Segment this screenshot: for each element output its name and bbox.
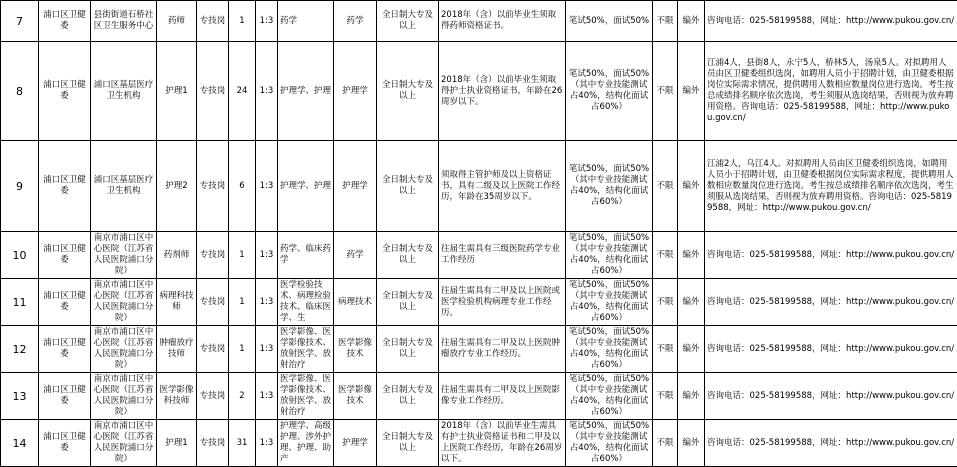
requirements-cell: 须取得主管护师及以上资格证书，具有二级及以上医院工作经历，年龄在35周岁以下。 [439, 141, 566, 232]
exam-method-cell: 笔试50%，面试50%（其中专业技能测试占40%，结构化面试占60%） [566, 279, 653, 326]
row-number: 7 [1, 1, 39, 42]
exam-method-cell: 笔试50%，面试50%（其中专业技能测试占40%，结构化面试占60%） [566, 373, 653, 420]
household-limit-cell: 不限 [653, 232, 678, 279]
remarks-cell: 咨询电话：025-58199588，网址：http://www.pukou.gov.cn/ [705, 232, 957, 279]
household-limit-cell: 不限 [653, 420, 678, 467]
post-type-cell: 专技岗 [197, 279, 229, 326]
exam-ratio-cell: 1:3 [256, 420, 278, 467]
staffing-scope-cell: 编外 [678, 279, 705, 326]
post-name-cell: 护理2 [157, 141, 197, 232]
post-type-cell: 专技岗 [197, 420, 229, 467]
hiring-count-cell: 31 [229, 420, 256, 467]
requirements-cell: 往届生需具有二甲及以上医院影像专业工作经历。 [439, 373, 566, 420]
staffing-scope-cell: 编外 [678, 373, 705, 420]
post-type-cell: 专技岗 [197, 373, 229, 420]
post-type-cell: 专技岗 [197, 42, 229, 141]
staffing-scope-cell: 编外 [678, 232, 705, 279]
household-limit-cell: 不限 [653, 326, 678, 373]
requirements-cell: 往届生需具有二甲及以上医院肿瘤放疗专业工作经历。 [439, 326, 566, 373]
unit-cell: 县街街道石桥社区卫生服务中心 [91, 1, 157, 42]
row-number: 10 [1, 232, 39, 279]
major-cell: 药学、临床药学 [278, 232, 334, 279]
exam-ratio-cell: 1:3 [256, 279, 278, 326]
hiring-count-cell: 1 [229, 232, 256, 279]
requirements-cell: 往届生需具有二甲及以上医院或医学检验机构病理专业工作经历。 [439, 279, 566, 326]
table-row [1, 420, 957, 467]
post-type-cell: 专技岗 [197, 1, 229, 42]
exam-method-cell: 笔试50%，面试50%（其中专业技能测试占40%，结构化面试占60%） [566, 141, 653, 232]
household-limit-cell: 不限 [653, 279, 678, 326]
post-type-cell: 专技岗 [197, 232, 229, 279]
exam-ratio-cell: 1:3 [256, 232, 278, 279]
requirements-cell: 2018年（含）以前毕业生需具有护士执业资格证书和二甲及以上医院工作经历，年龄在26周岁以下。 [439, 420, 566, 467]
department-cell: 浦口区卫健委 [39, 279, 91, 326]
department-cell: 浦口区卫健委 [39, 420, 91, 467]
post-name-cell: 医学影像科技师 [157, 373, 197, 420]
household-limit-cell: 不限 [653, 141, 678, 232]
staffing-scope-cell: 编外 [678, 1, 705, 42]
table-row [1, 373, 957, 420]
remarks-cell: 咨询电话：025-58199588，网址：http://www.pukou.gov.cn/ [705, 326, 957, 373]
unit-cell: 南京市浦口区中心医院（江苏省人民医院浦口分院） [91, 373, 157, 420]
major-cell: 药学 [278, 1, 334, 42]
exam-ratio-cell: 1:3 [256, 42, 278, 141]
exam-major-cell: 医学影像技术 [334, 373, 377, 420]
exam-method-cell: 笔试50%，面试50%（其中专业技能测试占40%，结构化面试占60%） [566, 326, 653, 373]
hiring-count-cell: 2 [229, 373, 256, 420]
unit-cell: 浦口区基层医疗卫生机构 [91, 141, 157, 232]
staffing-scope-cell: 编外 [678, 42, 705, 141]
education-cell: 全日制大专及以上 [377, 326, 439, 373]
education-cell: 全日制大专及以上 [377, 232, 439, 279]
unit-cell: 浦口区基层医疗卫生机构 [91, 42, 157, 141]
exam-major-cell: 医学影像技术 [334, 326, 377, 373]
major-cell: 医学检验技术、病理检验技术、临床医学、生 [278, 279, 334, 326]
row-number: 11 [1, 279, 39, 326]
unit-cell: 南京市浦口区中心医院（江苏省人民医院浦口分院） [91, 420, 157, 467]
exam-method-cell: 笔试50%，面试50%（其中专业技能测试占40%，结构化面试占60%） [566, 420, 653, 467]
major-cell: 护理学、护理 [278, 141, 334, 232]
post-name-cell: 护理1 [157, 420, 197, 467]
staffing-scope-cell: 编外 [678, 141, 705, 232]
staffing-scope-cell: 编外 [678, 326, 705, 373]
exam-method-cell: 笔试50%，面试50%（其中专业技能测试占40%，结构化面试占60%） [566, 232, 653, 279]
exam-ratio-cell: 1:3 [256, 1, 278, 42]
household-limit-cell: 不限 [653, 42, 678, 141]
exam-major-cell: 护理学 [334, 141, 377, 232]
post-type-cell: 专技岗 [197, 141, 229, 232]
remarks-cell: 咨询电话：025-58199588，网址：http://www.pukou.gov.cn/ [705, 279, 957, 326]
table-row [1, 279, 957, 326]
department-cell: 浦口区卫健委 [39, 1, 91, 42]
table-row [1, 232, 957, 279]
post-name-cell: 药剂师 [157, 232, 197, 279]
remarks-cell: 咨询电话：025-58199588，网址：http://www.pukou.gov.cn/ [705, 373, 957, 420]
post-name-cell: 药师 [157, 1, 197, 42]
unit-cell: 南京市浦口区中心医院（江苏省人民医院浦口分院） [91, 232, 157, 279]
requirements-cell: 2018年（含）以前毕业生须取得护士执业资格证书，年龄在26周岁以下。 [439, 42, 566, 141]
table-row [1, 326, 957, 373]
education-cell: 全日制大专及以上 [377, 141, 439, 232]
education-cell: 全日制大专及以上 [377, 373, 439, 420]
major-cell: 医学影像、医学影像技术、放射医学、放射治疗 [278, 373, 334, 420]
requirements-cell: 往届生需具有三级医院药学专业工作经历 [439, 232, 566, 279]
table-row [1, 1, 957, 42]
education-cell: 全日制大专及以上 [377, 42, 439, 141]
major-cell: 护理学、护理 [278, 42, 334, 141]
row-number: 12 [1, 326, 39, 373]
exam-major-cell: 护理学 [334, 42, 377, 141]
department-cell: 浦口区卫健委 [39, 373, 91, 420]
post-name-cell: 病理科技师 [157, 279, 197, 326]
department-cell: 浦口区卫健委 [39, 326, 91, 373]
department-cell: 浦口区卫健委 [39, 232, 91, 279]
post-name-cell: 肿瘤放疗技师 [157, 326, 197, 373]
post-type-cell: 专技岗 [197, 326, 229, 373]
hiring-count-cell: 6 [229, 141, 256, 232]
hiring-count-cell: 1 [229, 326, 256, 373]
post-name-cell: 护理1 [157, 42, 197, 141]
education-cell: 全日制大专及以上 [377, 279, 439, 326]
remarks-cell: 咨询电话：025-58199588，网址：http://www.pukou.gov.cn/ [705, 1, 957, 42]
row-number: 14 [1, 420, 39, 467]
education-cell: 全日制大专及以上 [377, 1, 439, 42]
exam-ratio-cell: 1:3 [256, 373, 278, 420]
remarks-cell: 江浦2人，乌江4人。对拟聘用人员由区卫健委组织选岗，如聘用人员小于招聘计划，由卫健委根据岗位实际需求程度，提供聘用人数相应数量岗位进行选岗。考生按总成绩排名顺序依次选岗，考生须服从选岗结果，否则视为放弃聘用资格。咨询电话：025-58199588，网址：http://www.pukou.gov.cn/ [705, 141, 957, 232]
row-number: 9 [1, 141, 39, 232]
table-row [1, 42, 957, 141]
exam-major-cell: 护理学 [334, 420, 377, 467]
staffing-scope-cell: 编外 [678, 420, 705, 467]
hiring-count-cell: 1 [229, 1, 256, 42]
table-row [1, 141, 957, 232]
exam-major-cell: 病理技术 [334, 279, 377, 326]
remarks-cell: 江浦4人，县街8人，永宁5人，桥林5人，汤泉5人。对拟聘用人员由区卫健委组织选岗，如聘用人员小于招聘计划，由卫健委根据岗位实际需求情况，提供聘用人数相应数量岗位进行选岗。考生按总成绩排名顺序依次选岗，考生须服从选岗结果，否则视为放弃聘用资格。咨询电话：025-58199588，网址：http://www.pukou.gov.cn/ [705, 42, 957, 141]
exam-ratio-cell: 1:3 [256, 141, 278, 232]
household-limit-cell: 不限 [653, 373, 678, 420]
department-cell: 浦口区卫健委 [39, 141, 91, 232]
major-cell: 医学影像、医学影像技术、放射医学、放射治疗 [278, 326, 334, 373]
unit-cell: 南京市浦口区中心医院（江苏省人民医院浦口分院） [91, 279, 157, 326]
row-number: 13 [1, 373, 39, 420]
hiring-count-cell: 1 [229, 279, 256, 326]
unit-cell: 南京市浦口区中心医院（江苏省人民医院浦口分院） [91, 326, 157, 373]
requirements-cell: 2018年（含）以前毕业生须取得药师资格证书。 [439, 1, 566, 42]
hiring-count-cell: 24 [229, 42, 256, 141]
department-cell: 浦口区卫健委 [39, 42, 91, 141]
exam-ratio-cell: 1:3 [256, 326, 278, 373]
row-number: 8 [1, 42, 39, 141]
exam-method-cell: 笔试50%，面试50% [566, 1, 653, 42]
major-cell: 护理学、高级护理、涉外护理、护理、助产 [278, 420, 334, 467]
exam-major-cell: 药学 [334, 1, 377, 42]
exam-method-cell: 笔试50%，面试50%（其中专业技能测试占40%，结构化面试占60%） [566, 42, 653, 141]
exam-major-cell: 药学 [334, 232, 377, 279]
remarks-cell: 咨询电话：025-58199588，网址：http://www.pukou.gov.cn/ [705, 420, 957, 467]
household-limit-cell: 不限 [653, 1, 678, 42]
education-cell: 全日制大专及以上 [377, 420, 439, 467]
